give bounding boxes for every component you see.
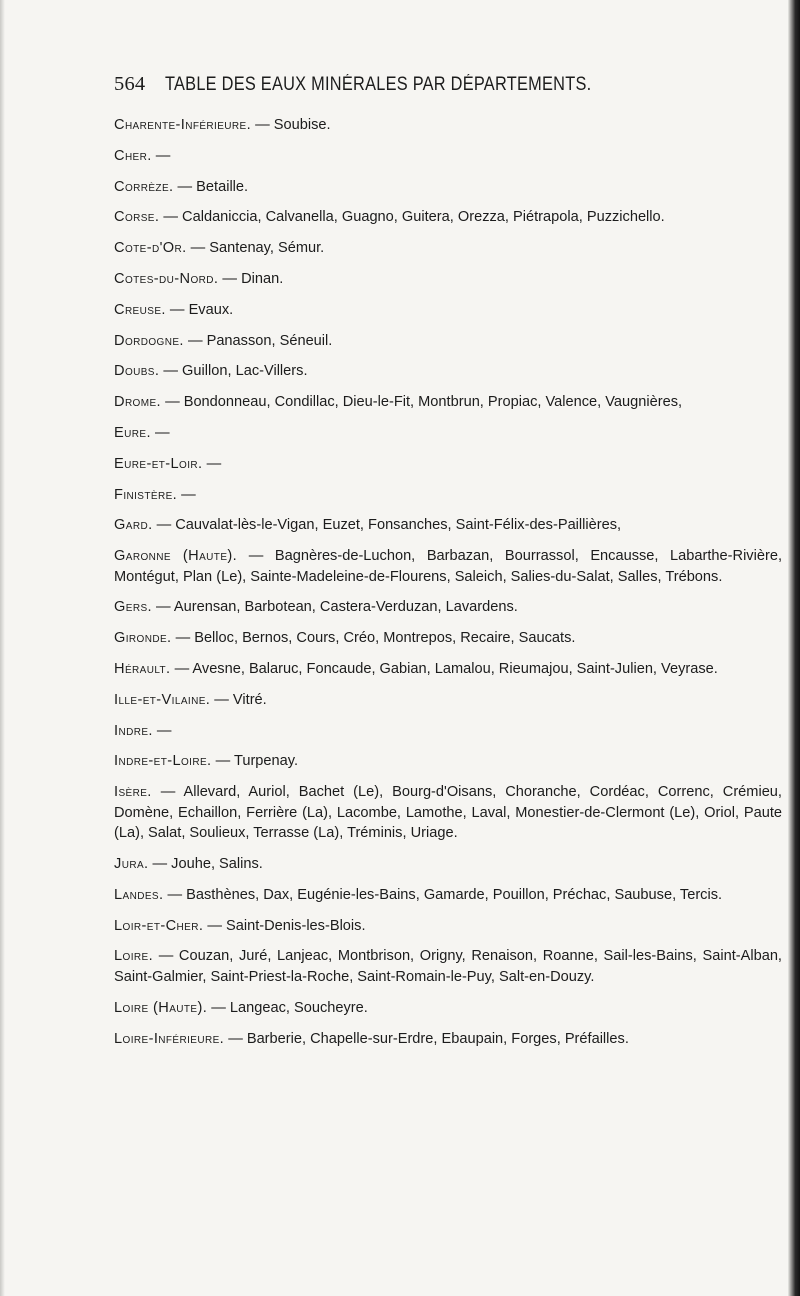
department-name: Finistère.: [114, 486, 178, 503]
entry-loir-et-cher: [114, 916, 782, 937]
department-name: Charente-Inférieure.: [114, 117, 252, 133]
department-name: Indre-et-Loire.: [114, 753, 212, 770]
spring-list: — Evaux.: [169, 301, 234, 318]
entry-cote-d-or: [114, 238, 782, 259]
department-name: Corse.: [114, 209, 160, 226]
entry-loire-inferieure: [114, 1029, 782, 1050]
entry-gers: [114, 597, 782, 618]
department-name: Eure-et-Loir.: [114, 455, 203, 472]
spring-list: — Aurensan, Barbotean, Castera-Verduzan, Lavardens.: [156, 599, 518, 616]
department-name: Jura.: [114, 856, 149, 873]
entry-dordogne: [114, 331, 782, 352]
spring-list: — Allevard, Auriol, Bachet (Le), Bourg-d'Oisans, Choranche, Cordéac, Correnc, Crémieu, Domène, Echaillon, Ferrière (La), Lacombe, Lamothe, Laval, Monestier-de-Clermont (Le), Oriol, Paute (La), Salat, Soulieux, Terrasse (La), Tréminis, Uriage.: [114, 784, 782, 842]
spring-list: — Belloc, Bernos, Cours, Créo, Montrepos, Recaire, Saucats.: [175, 630, 576, 647]
entry-drome: [114, 392, 782, 413]
page-header: [114, 73, 774, 96]
department-name: Drome.: [114, 394, 161, 411]
department-name: Indre.: [114, 722, 153, 739]
department-name: Loire.: [114, 948, 154, 965]
spring-list: — Jouhe, Salins.: [152, 856, 263, 873]
spring-list: — Soubise.: [255, 117, 331, 133]
entry-corse: [114, 207, 782, 228]
department-name: Garonne (Haute).: [114, 548, 238, 565]
entry-cotes-du-nord: [114, 269, 782, 290]
entry-finistere: [114, 485, 782, 506]
entry-garonne-haute: [114, 546, 782, 587]
entry-indre: [114, 721, 782, 742]
spring-list: — Saint-Denis-les-Blois.: [207, 917, 366, 934]
department-name: Corrèze.: [114, 178, 174, 195]
department-name: Hérault.: [114, 661, 171, 678]
department-name: Gers.: [114, 599, 152, 616]
department-name: Cote-d'Or.: [114, 240, 187, 257]
department-name: Creuse.: [114, 301, 166, 318]
entry-indre-et-loire: [114, 751, 782, 772]
spring-list: — Dinan.: [222, 270, 284, 287]
spring-list: —: [154, 424, 170, 441]
spring-list: — Bagnères-de-Luchon, Barbazan, Bourrassol, Encausse, Labarthe-Rivière, Montégut, Plan (Le), Sainte-Madeleine-de-Flourens, Saleich, Salies-du-Salat, Salles, Trébons.: [114, 548, 782, 585]
department-name: Isère.: [114, 784, 152, 801]
entry-landes: [114, 885, 782, 906]
running-title: TABLE DES EAUX MINÉRALES PAR DÉPARTEMENTS.: [164, 74, 592, 95]
department-name: Cotes-du-Nord.: [114, 270, 219, 287]
department-name: Cher.: [114, 147, 152, 164]
department-name: Loir-et-Cher.: [114, 917, 204, 934]
entry-gard: [114, 515, 782, 536]
department-name: Landes.: [114, 886, 164, 903]
entry-creuse: [114, 300, 782, 321]
spring-list: — Vitré.: [214, 691, 267, 708]
spring-list: — Basthènes, Dax, Eugénie-les-Bains, Gamarde, Pouillon, Préchac, Saubuse, Tercis.: [167, 886, 723, 903]
spring-list: —: [155, 147, 171, 164]
entry-isere: [114, 782, 782, 844]
department-name: Doubs.: [114, 363, 160, 380]
spring-list: — Panasson, Séneuil.: [187, 332, 333, 349]
entry-jura: [114, 854, 782, 875]
entry-loire-haute: [114, 998, 782, 1019]
entry-ille-et-vilaine: [114, 690, 782, 711]
department-name: Dordogne.: [114, 332, 184, 349]
entry-gironde: [114, 628, 782, 649]
spring-list: — Cauvalat-lès-le-Vigan, Euzet, Fonsanches, Saint-Félix-des-Paillières,: [156, 517, 622, 534]
spring-list: —: [206, 455, 222, 472]
department-name: Eure.: [114, 424, 151, 441]
department-name: Gard.: [114, 517, 153, 534]
entry-eure: [114, 423, 782, 444]
entry-herault: [114, 659, 782, 680]
spring-list: — Couzan, Juré, Lanjeac, Montbrison, Origny, Renaison, Roanne, Sail-les-Bains, Saint-Alban, Saint-Galmier, Saint-Priest-la-Roche, Saint-Romain-le-Puy, Salt-en-Douzy.: [114, 948, 782, 985]
department-name: Loire (Haute).: [114, 999, 208, 1016]
entry-charente-inferieure: [114, 115, 782, 136]
entry-loire: [114, 946, 782, 987]
spring-list: — Turpenay.: [215, 753, 299, 770]
entry-doubs: [114, 361, 782, 382]
entry-eure-et-loir: [114, 454, 782, 475]
spring-list: — Betaille.: [177, 178, 249, 195]
spring-list: — Barberie, Chapelle-sur-Erdre, Ebaupain, Forges, Préfailles.: [228, 1030, 629, 1047]
entry-correze: [114, 177, 782, 198]
spring-list: — Bondonneau, Condillac, Dieu-le-Fit, Montbrun, Propiac, Valence, Vaugnières,: [165, 394, 683, 411]
department-list: [114, 115, 782, 1059]
department-name: Ille-et-Vilaine.: [114, 691, 211, 708]
spring-list: — Santenay, Sémur.: [190, 240, 325, 257]
department-name: Loire-Inférieure.: [114, 1030, 225, 1047]
department-name: Gironde.: [114, 630, 172, 647]
page-binding-edge: [788, 0, 800, 1296]
spring-list: —: [181, 486, 196, 503]
spring-list: —: [156, 722, 172, 739]
spring-list: — Guillon, Lac-Villers.: [163, 363, 308, 380]
spring-list: — Avesne, Balaruc, Foncaude, Gabian, Lamalou, Rieumajou, Saint-Julien, Veyrase.: [174, 661, 718, 678]
spring-list: — Langeac, Soucheyre.: [211, 999, 368, 1016]
entry-cher: [114, 146, 782, 167]
page-left-edge: [0, 0, 5, 1296]
spring-list: — Caldaniccia, Calvanella, Guagno, Guitera, Orezza, Piétrapola, Puzzichello.: [163, 209, 665, 226]
page-number: 564: [114, 73, 146, 95]
